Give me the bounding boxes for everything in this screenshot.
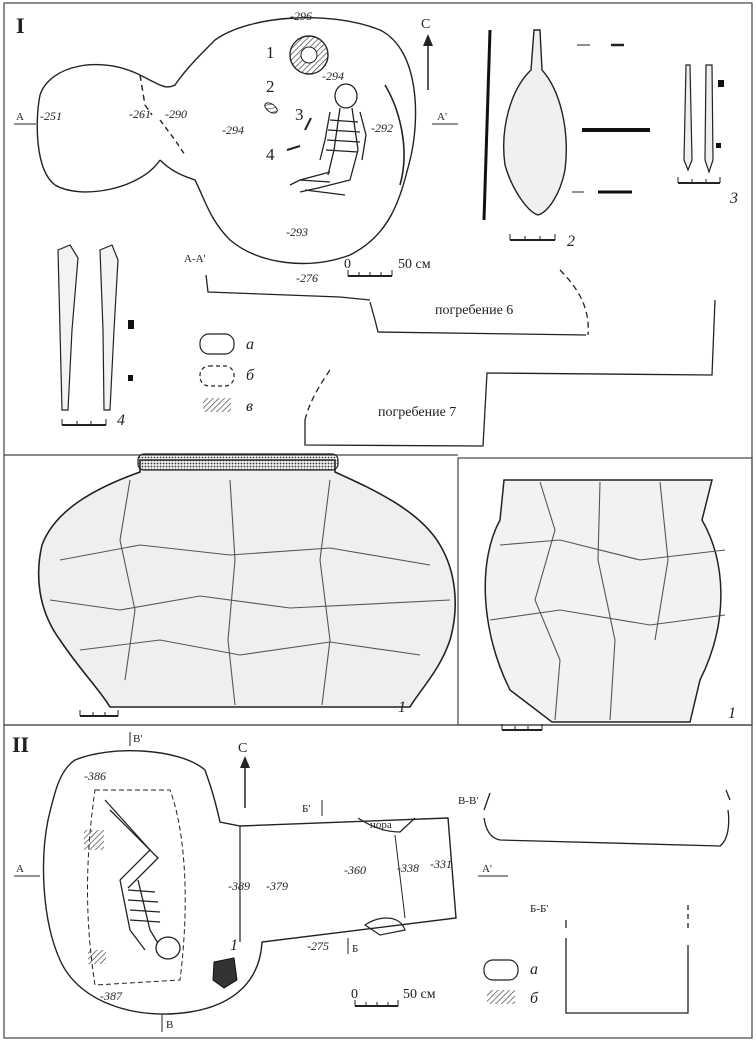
point-be: Б — [352, 943, 359, 955]
vessel-find-icon — [213, 958, 237, 988]
elevation-label: -296 — [290, 9, 312, 23]
burial-6-label: погребение 6 — [435, 303, 514, 318]
elevation-label: -338 — [397, 861, 419, 875]
burrow-label: нора — [370, 819, 392, 831]
scale-bar-plan-2 — [351, 987, 436, 1006]
find-4-plan-icon — [287, 146, 300, 150]
elevation-label: -331 — [430, 857, 452, 871]
elevation-label: -387 — [100, 989, 122, 1003]
elevation-label: -294 — [222, 123, 244, 137]
svg-text:а: а — [246, 336, 254, 353]
elevation-label: -292 — [371, 121, 393, 135]
svg-text:С: С — [238, 741, 248, 756]
burial-7-label: погребение 7 — [378, 405, 457, 420]
profile-section-v-v — [484, 790, 730, 846]
svg-text:С: С — [421, 17, 431, 32]
svg-text:б: б — [246, 367, 255, 384]
point-a-prime-1: A' — [437, 111, 447, 123]
section-2-label: II — [12, 732, 30, 757]
find-number: 3 — [295, 105, 304, 124]
svg-text:0: 0 — [344, 257, 351, 272]
skeleton-burial-1 — [290, 84, 366, 195]
north-arrow-2 — [238, 741, 250, 808]
svg-text:б: б — [530, 990, 539, 1007]
svg-text:3: 3 — [730, 190, 738, 207]
section-b-b-label: Б-Б' — [530, 903, 549, 915]
elevation-label: -251 — [40, 109, 62, 123]
svg-text:2: 2 — [567, 233, 575, 250]
point-a-2: A — [16, 863, 24, 875]
find-number: 1 — [230, 937, 238, 954]
elevation-label: -261 — [129, 107, 151, 121]
find-3-plan-icon — [305, 118, 311, 130]
vessel-plan-icon — [290, 36, 328, 74]
small-vessel-drawing — [485, 480, 736, 730]
skeleton-burial-2 — [84, 800, 180, 964]
point-b: B — [166, 1019, 174, 1031]
svg-text:а: а — [530, 961, 538, 978]
find-2-plan-icon — [263, 101, 279, 116]
section-v-v-label: В-В' — [458, 795, 479, 807]
section-a-a-label: A-A' — [184, 253, 206, 265]
elevation-label: -386 — [84, 769, 106, 783]
legend-1 — [200, 334, 255, 415]
point-a-prime-2: A' — [482, 863, 492, 875]
scale-bar-plan-1 — [344, 257, 431, 276]
svg-text:в: в — [246, 398, 253, 415]
point-be-prime: Б' — [302, 803, 311, 815]
elevation-label: -294 — [322, 69, 344, 83]
svg-text:0: 0 — [351, 987, 358, 1002]
svg-text:50 см: 50 см — [403, 987, 436, 1002]
elevation-label: -275 — [307, 939, 329, 953]
north-arrow-1 — [421, 17, 433, 90]
elevation-label: -290 — [165, 107, 187, 121]
section-1-label: I — [16, 13, 25, 38]
spearhead-artifact — [484, 30, 650, 250]
svg-text:50 см: 50 см — [398, 257, 431, 272]
svg-text:4: 4 — [117, 412, 125, 429]
bone-tool-artifact — [58, 245, 134, 429]
svg-text:1: 1 — [728, 705, 736, 722]
elevation-label: -360 — [344, 863, 366, 877]
find-number: 2 — [266, 77, 275, 96]
elevation-label: -276 — [296, 271, 318, 285]
legend-2 — [484, 960, 539, 1007]
svg-text:1: 1 — [398, 699, 406, 716]
grave-plan-1 — [37, 18, 415, 264]
awl-artifact — [678, 65, 738, 207]
profile-section-a-a — [206, 270, 715, 446]
find-number: 4 — [266, 145, 275, 164]
point-a-1: A — [16, 111, 24, 123]
elevation-label: -379 — [266, 879, 288, 893]
elevation-label: -389 — [228, 879, 250, 893]
large-vessel-drawing — [39, 454, 456, 716]
find-number: 1 — [266, 43, 275, 62]
elevation-label: -293 — [286, 225, 308, 239]
profile-section-b-b — [566, 905, 688, 1013]
point-b-prime: B' — [133, 733, 143, 745]
